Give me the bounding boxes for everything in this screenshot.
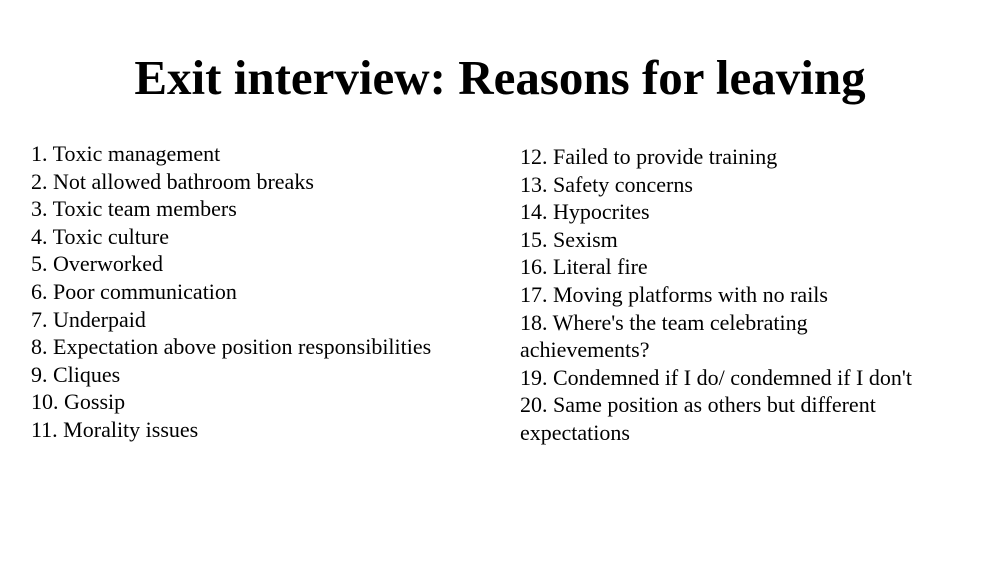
reasons-list-left xyxy=(31,140,501,444)
list-item: 8. Expectation above position responsibilities xyxy=(31,334,432,360)
list-item: 11. Morality issues xyxy=(31,416,199,442)
list-item: 2. Not allowed bathroom breaks xyxy=(31,168,314,194)
slide-title: Exit interview: Reasons for leaving xyxy=(134,50,866,105)
list-item: 3. Toxic team members xyxy=(31,196,237,222)
list-item: 9. Cliques xyxy=(31,361,121,387)
list-item: 4. Toxic culture xyxy=(31,223,169,249)
list-item: 18. Where's the team celebrating achievements? xyxy=(520,309,808,363)
list-item: 12. Failed to provide training xyxy=(520,144,778,169)
list-item: 15. Sexism xyxy=(520,226,618,252)
list-item: 6. Poor communication xyxy=(31,278,237,304)
list-item: 10. Gossip xyxy=(31,389,126,415)
list-item: 1. Toxic management xyxy=(31,141,221,166)
list-item: 20. Same position as others but different expectations xyxy=(520,392,876,445)
reasons-list-right xyxy=(520,143,980,447)
list-item: 14. Hypocrites xyxy=(520,199,650,225)
list-item: 5. Overworked xyxy=(31,251,163,277)
list-item: 16. Literal fire xyxy=(520,254,648,280)
list-item: 19. Condemned if I do/ condemned if I don't xyxy=(520,364,912,390)
list-item: 7. Underpaid xyxy=(31,306,146,332)
list-item: 17. Moving platforms with no rails xyxy=(520,281,828,307)
list-item: 13. Safety concerns xyxy=(520,171,693,197)
